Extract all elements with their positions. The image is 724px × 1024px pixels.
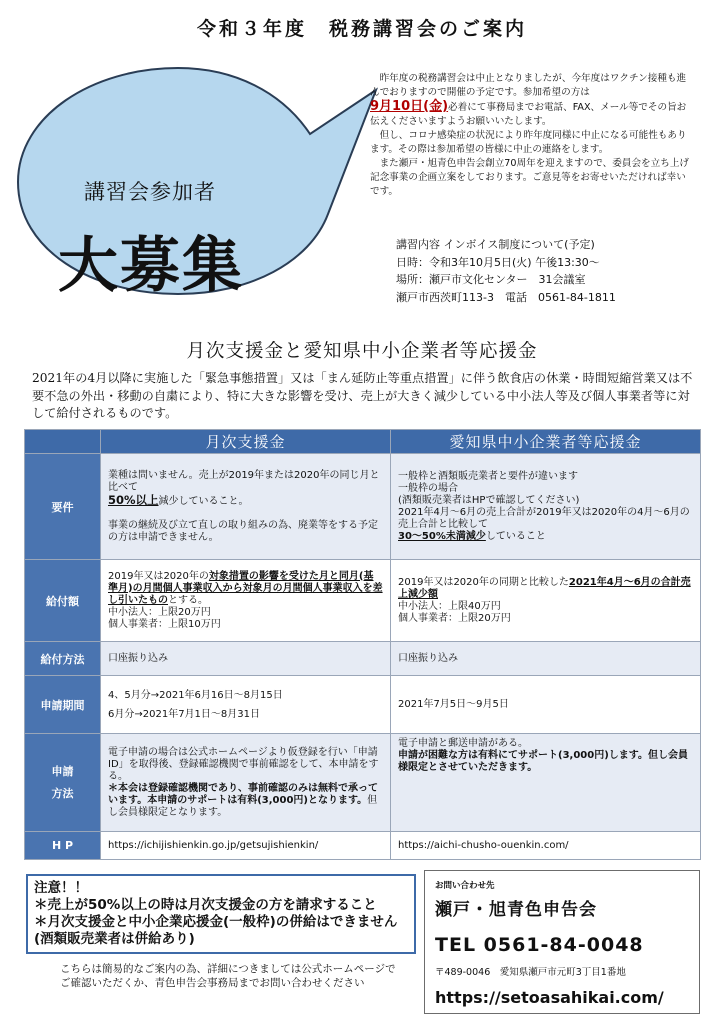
contact-address: 〒489-0046 愛知県瀬戸市元町3丁目1番地 — [435, 967, 626, 978]
row-label-period: 申請期間 — [25, 676, 101, 734]
req-aichi-line4: 2021年4月～6月の売上合計が2019年又は2020年の4月～6月の売上合計と比較して — [398, 506, 690, 530]
column-header-monthly: 月次支援金 — [101, 430, 391, 454]
row-label-hp: H P — [25, 832, 101, 860]
deadline-date: 9月10日(金) — [370, 99, 449, 114]
seminar-place: 場所：瀬戸市文化センター 31会議室 — [396, 273, 586, 286]
period-monthly-line2: 6月分→2021年7月1日～8月31日 — [108, 708, 261, 720]
table-corner — [25, 430, 101, 454]
cell-monthly-apply — [101, 734, 391, 832]
seminar-details — [396, 236, 616, 306]
amount-monthly-individual: 個人事業者：上限10万円 — [108, 618, 221, 630]
cell-aichi-method: 口座振り込み — [391, 642, 701, 676]
intro-p1-before: 昨年度の税務講習会は中止となりましたが、今年度はワクチン接種も進んでおりますので開催の予定です。参加希望の方は — [370, 73, 687, 98]
notice-line1: ＊売上が50%以上の時は月次支援金の方を請求すること — [34, 897, 377, 913]
amount-monthly-pre: 2019年又は2020年の — [108, 570, 209, 582]
notice-line2: ＊月次支援金と中小企業応援金(一般枠)の併給はできません(酒類販売業者は併給あり) — [34, 914, 398, 947]
table-row-amount — [25, 560, 701, 642]
section-title: 月次支援金と愛知県中小企業者等応援金 — [186, 341, 538, 362]
intro-p1-after: 必着にて事務局までお電話、FAX、メール等でその旨お伝えくださいますようお願いいたします。 — [370, 102, 687, 127]
cell-aichi-apply — [391, 734, 701, 832]
column-header-aichi: 愛知県中小企業者等応援金 — [391, 430, 701, 454]
notice-heading: 注意！！ — [34, 880, 88, 896]
amount-aichi-corp: 中小法人：上限40万円 — [398, 600, 501, 612]
intro-p2: 但し、コロナ感染症の状況により昨年度同様に中止になる可能性もあります。その際は参加希望の皆様に中止の連絡をします。 — [370, 130, 687, 155]
contact-tel[interactable]: TEL 0561-84-0048 — [435, 934, 644, 956]
req-monthly-threshold: 50%以上 — [108, 492, 159, 507]
table-row-requirements — [25, 454, 701, 560]
speech-bubble — [10, 62, 380, 300]
intro-text — [370, 72, 694, 199]
row-label-amount: 給付額 — [25, 560, 101, 642]
period-monthly-line1: 4、5月分→2021年6月16日～8月15日 — [108, 689, 283, 701]
contact-url[interactable]: https://setoasahikai.com/ — [435, 988, 664, 1007]
table-row-apply — [25, 734, 701, 832]
apply-label-line1: 申請 — [51, 764, 74, 778]
intro-p3: また瀬戸・旭青色申告会創立70周年を迎えますので、委員会を立ち上げ記念事業の企画立案をしております。ご意見等をお寄せいただければ幸いです。 — [370, 158, 690, 197]
amount-monthly-post: とする。 — [168, 594, 208, 606]
table-row-period — [25, 676, 701, 734]
link-aichi-hp[interactable]: https://aichi-chusho-ouenkin.com/ — [391, 832, 701, 860]
req-monthly-line2: 減少していること。 — [158, 495, 249, 507]
apply-label-line2: 方法 — [51, 786, 74, 800]
cell-aichi-requirements — [391, 454, 701, 560]
cell-monthly-period — [101, 676, 391, 734]
notice-box — [26, 874, 416, 954]
req-monthly-line3: 事業の継続及び立て直しの取り組みの為、廃業等をする予定の方は申請できません。 — [108, 519, 378, 543]
req-aichi-line1: 一般枠と酒類販売業者と要件が違います — [398, 470, 578, 482]
cell-monthly-requirements — [101, 454, 391, 560]
row-label-apply — [25, 734, 101, 832]
cell-monthly-amount — [101, 560, 391, 642]
seminar-content: 講習内容 インボイス制度について(予定) — [396, 238, 595, 251]
apply-aichi-line1: 電子申請と郵送申請がある。 — [398, 738, 528, 749]
req-aichi-line5: していること — [485, 530, 546, 542]
row-label-requirements: 要件 — [25, 454, 101, 560]
amount-aichi-rule: 2021年4月～6月の合計売上減少額 — [398, 576, 691, 600]
apply-monthly-line1: 電子申請の場合は公式ホームページより仮登録を行い「申請ID」を取得後、登録確認機関で事前確認をして、本申請をする。 — [108, 746, 379, 782]
cell-aichi-amount — [391, 560, 701, 642]
apply-aichi-note: 申請が困難な方は有料にてサポート(3,000円)します。但し会員様限定とさせていただきます。 — [398, 750, 688, 773]
cell-aichi-period: 2021年7月5日～9月5日 — [391, 676, 701, 734]
table-row-method — [25, 642, 701, 676]
req-aichi-threshold: 30～50%未満減少 — [398, 530, 486, 542]
amount-aichi-pre: 2019年又は2020年の同期と比較した — [398, 576, 569, 588]
link-monthly-hp[interactable]: https://ichijishienkin.go.jp/getsujishienkin/ — [101, 832, 391, 860]
comparison-table — [24, 429, 701, 860]
disclaimer-note: こちらは簡易的なご案内の為、詳細につきましては公式ホームページでご確認いただくか、青色申告会事務局までお問い合わせください — [60, 963, 396, 989]
req-aichi-line3: (酒類販売業者はHPで確認してください) — [398, 494, 580, 506]
seminar-address: 瀬戸市西茨町113-3 電話 0561-84-1811 — [396, 290, 616, 304]
req-aichi-line2: 一般枠の場合 — [398, 482, 458, 494]
amount-monthly-corp: 中小法人：上限20万円 — [108, 606, 211, 618]
contact-name: 瀬戸・旭青色申告会 — [435, 900, 597, 920]
amount-monthly-rule: 対象措置の影響を受けた月と同月(基準月)の月間個人事業収入から対象月の月間個人事業収入を差し引いたもの — [108, 570, 383, 606]
cell-monthly-method: 口座振り込み — [101, 642, 391, 676]
amount-aichi-individual: 個人事業者：上限20万円 — [398, 612, 511, 624]
seminar-datetime: 日時：令和3年10月5日(火) 午後13:30～ — [396, 255, 600, 269]
req-monthly-line1: 業種は問いません。売上が2019年または2020年の同じ月と比べて — [108, 469, 380, 493]
page-title: 令和３年度 税務講習会のご案内 — [196, 18, 527, 40]
row-label-method: 給付方法 — [25, 642, 101, 676]
bubble-subtitle: 講習会参加者 — [84, 180, 216, 204]
apply-monthly-post: 但し会員様限定となります。 — [108, 794, 378, 818]
table-row-hp — [25, 832, 701, 860]
contact-box — [424, 870, 700, 1014]
apply-monthly-note: ＊本会は登録確認機関であり、事前確認のみは無料で承っています。本申請のサポートは有料(3,000円)となります。 — [108, 782, 378, 806]
bubble-headline: 大募集 — [58, 231, 244, 301]
section-description: 2021年の4月以降に実施した「緊急事態措置」又は「まん延防止等重点措置」に伴う飲食店の休業・時間短縮営業又は不要不急の外出・移動の自粛により、特に大きな影響を受け、売上が大きく減少している中小法人等及び個人事業者等に対して給付されるものです。 — [32, 371, 693, 420]
contact-label: お問い合わせ先 — [435, 881, 495, 891]
